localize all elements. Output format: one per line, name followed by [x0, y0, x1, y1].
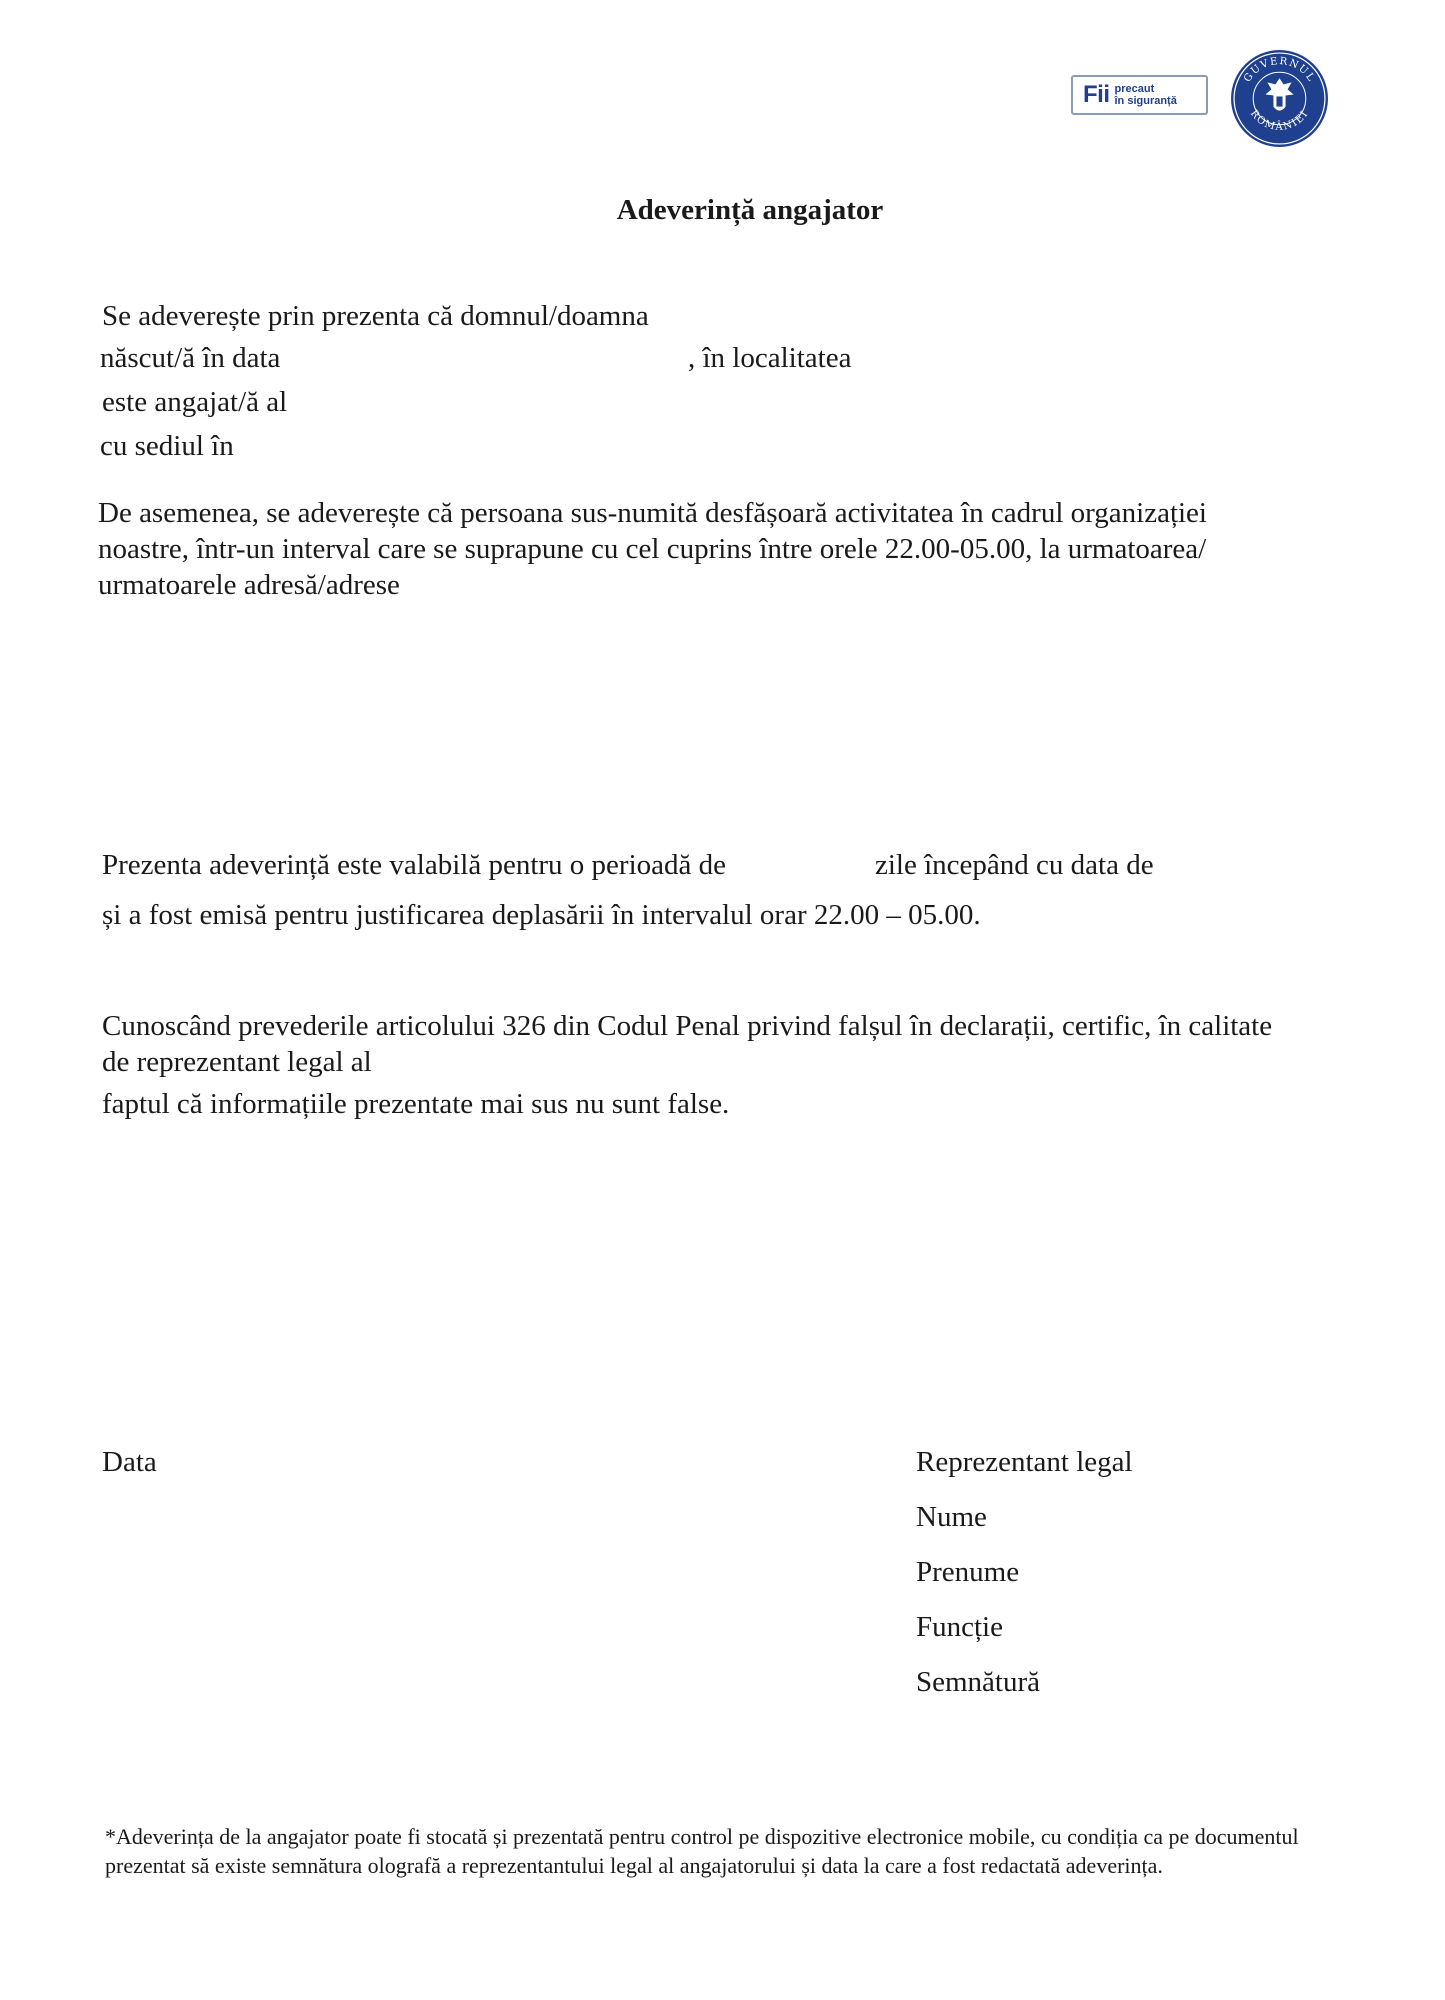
activity-line-2: noastre, într-un interval care se suprapune cu cel cuprins între orele 22.00-05.00, la urmatoarea/	[98, 533, 1207, 565]
fii-precaut-logo	[1071, 75, 1208, 115]
government-seal-logo	[1229, 48, 1330, 149]
fii-logo-line1: precaut	[1114, 83, 1155, 95]
first-name-label: Prenume	[916, 1556, 1020, 1588]
certification-line-3: faptul că informațiile prezentate mai sus nu sunt false.	[102, 1088, 730, 1120]
date-label: Data	[102, 1446, 157, 1478]
signature-label: Semnătură	[916, 1666, 1041, 1698]
validity-line-purpose: și a fost emisă pentru justificarea deplasării în intervalul orar 22.00 – 05.00.	[102, 899, 981, 931]
identity-line-employer: este angajat/ă al	[102, 386, 288, 418]
identity-line-birth-date: născut/ă în data	[100, 342, 281, 374]
seal-top-text: GUVERNUL	[1242, 55, 1317, 85]
footnote: *Adeverința de la angajator poate fi stocată și prezentată pentru control pe dispozitive electronice mobile, cu condiția ca pe documentul prezentat să existe semnătura olografă a reprezentantului legal al angajatorului și data la care a fost redactată adeverința.	[105, 1824, 1299, 1879]
identity-line-headquarters: cu sediul în	[100, 430, 234, 462]
document-title: Adeverință angajator	[616, 194, 884, 226]
activity-line-1: De asemenea, se adeverește că persoana sus-numită desfășoară activitatea în cadrul organizației	[98, 497, 1207, 529]
activity-line-3: urmatoarele adresă/adrese	[98, 569, 400, 601]
validity-line-period: Prezenta adeverință este valabilă pentru o perioadă de	[102, 849, 726, 881]
identity-line-birth-place: , în localitatea	[688, 342, 852, 374]
certification-line-2: de reprezentant legal al	[102, 1046, 372, 1078]
fii-logo-line2: în siguranță	[1114, 95, 1177, 107]
legal-representative-label: Reprezentant legal	[916, 1446, 1133, 1478]
fii-logo-word: Fii	[1083, 81, 1110, 108]
identity-line-name: Se adeverește prin prezenta că domnul/doamna	[102, 300, 649, 332]
name-label: Nume	[916, 1501, 987, 1533]
certification-line-1: Cunoscând prevederile articolului 326 din Codul Penal privind falșul în declarații, certific, în calitate	[102, 1010, 1273, 1042]
seal-bottom-text: ROMÂNIEI	[1247, 108, 1312, 133]
validity-line-start-date: zile începând cu data de	[875, 849, 1154, 881]
function-label: Funcție	[916, 1611, 1003, 1643]
fii-logo-subtitle	[1115, 83, 1177, 107]
